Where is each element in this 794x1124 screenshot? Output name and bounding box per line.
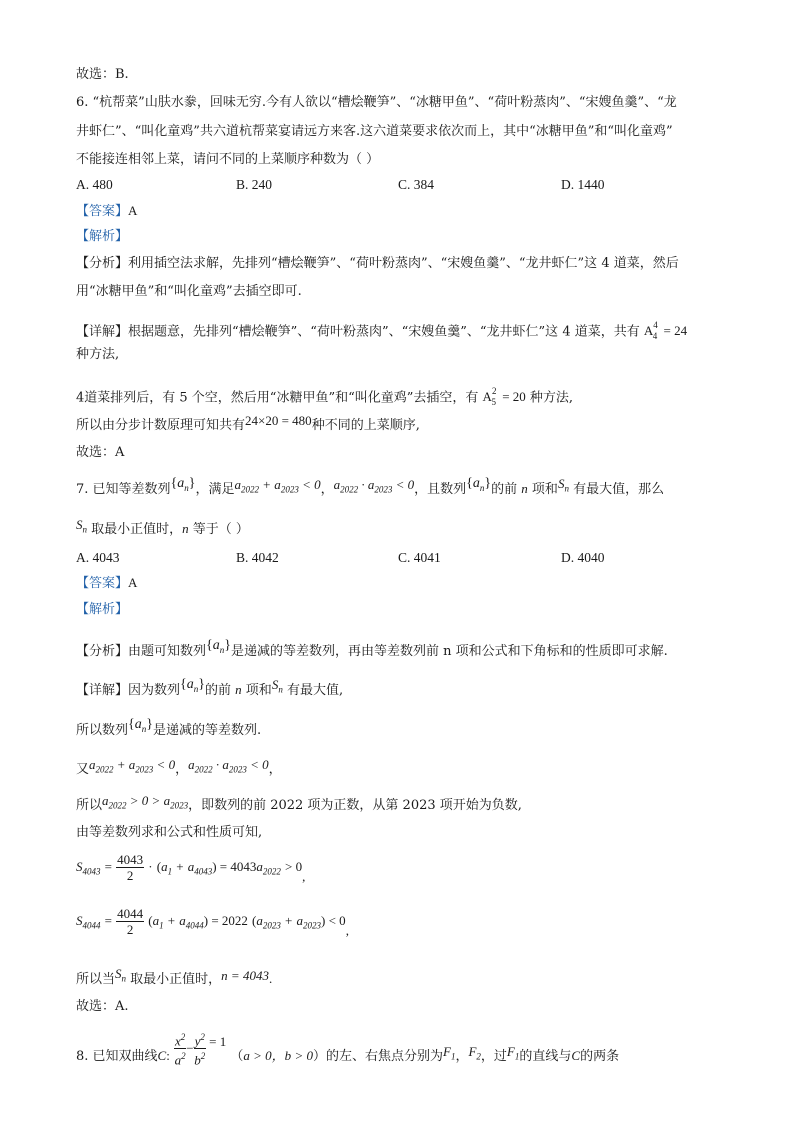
q7-option-a: A. 4043 [76,550,120,565]
q7-answer [76,574,137,593]
q7-xiangjie-line8: 所以当$S_n$ 取最小正值时，n = 4043. [76,966,273,987]
s4043-frac-den: 2 [126,868,134,883]
formula-sum-lt0-2: $a_{2022} + a_{2023} < 0$ [89,757,176,775]
q6-xiangjie-line4 [76,413,420,435]
q7-stem-line1: 7. 已知等差数列$\{a_n\}$，满足$a_{2022} + a_{2023} < 0$，$a_{2022} \cdot a_{2023} < 0$，且数列$\{a_n\}$的前 n 项和$S_n$ 有最大值，那么 [76,476,665,497]
q6-option-d: D. 1440 [561,177,605,192]
colon: : [166,1048,170,1064]
formula-seq-an-4: $\{a_n\}$ [180,677,205,694]
q8-stem-e: 的直线与 [519,1049,572,1065]
q8-stem-b: （ [230,1049,244,1065]
q7-xiangjie-line1: 【详解】因为数列$\{a_n\}$的前 n 项和$S_n$ 有最大值, [76,677,344,698]
formula-ab-positive: a > 0，b > 0 [243,1048,313,1064]
q8-stem-c: ）的左、右焦点分别为 [312,1049,443,1065]
formula-s4043: $S_{4043}$ = $\frac{4043}{2}$ · $(a_1 + a_{4043}) = 4043a_{2022} > 0$, [76,852,306,884]
prev-answer: 故选：B. [76,67,129,82]
q7-stem-f: 项和 [531,482,558,497]
formula-y2b2: $\frac{y^2}{b^2}$ [194,1032,206,1068]
xiangjie-text-4a: 所以由分步计数原理可知共有 [76,418,246,433]
formula-sn-3: $S_n$ [271,677,283,695]
xj1-a: 因为数列 [128,683,181,698]
xj4-a: 所以 [76,798,103,813]
fenxi-text-b: 是递减的等差数列，再由等差数列前 n 项和公式和下角标和的性质即可求解. [231,644,668,659]
analysis-tag: 【解析】 [76,229,129,244]
xj3-a: 又 [76,762,90,777]
formula-a52: $A^2_5 = 20$ [482,386,526,408]
formula-f2: $F_2$ [468,1044,481,1062]
q6-fenxi-line1 [76,255,679,273]
xj4-b: ，即数列的前 2022 项为正数，从第 2023 项开始为负数, [188,798,522,813]
xj8-b: 取最小正值时， [130,972,222,987]
q8-stem-f: 的两条 [580,1049,620,1065]
xj1-b: 的前 [205,683,232,698]
formula-seq-an-2: $\{a_n\}$ [466,476,492,493]
q6-answer [76,202,137,221]
q6-final: 故选：A [76,445,125,460]
xiangjie-text-1: 根据题意，先排列“槽烩鞭笋”、“荷叶粉蒸肉”、“宋嫂鱼羹”、“龙井虾仁”这 4 道菜，共有 [128,324,640,340]
xj3-b: ， [175,762,189,777]
q7-final: 故选：A. [76,999,129,1014]
fenxi-text-a: 由题可知数列 [128,644,207,659]
formula-f1: $F_1$ [442,1044,456,1062]
formula-sum-lt0: $a_{2022} + a_{2023} < 0$ [234,477,321,495]
formula-seq-an: $\{a_n\}$ [170,476,196,493]
formula-s4044: $S_{4044}$ = $\frac{4044}{2}$ $(a_1 + a_{4044}) = 2022$ $(a_{2023} + a_{2023}) < 0$, [76,906,349,938]
formula-c-2: C [571,1048,581,1064]
q7-xiangjie-line3 [76,757,282,783]
q7-stem-d: ，且数列 [414,482,467,497]
answer-tag: 【答案】 [76,204,129,219]
q6-stem-line3: 不能接连相邻上菜，请问不同的上菜顺序种数为（ ） [76,152,380,167]
formula-c: C [157,1048,167,1064]
xiangjie-text-4b: 种不同的上菜顺序, [311,418,420,433]
q7-xiangjie-line4 [76,793,522,819]
formula-seq-an-5: $\{a_n\}$ [128,717,153,734]
q8-stem-a: 8. 已知双曲线 [76,1049,158,1065]
formula-sn-2: $S_n$ [76,517,87,535]
xiangjie-tag: 【详解】 [76,683,129,698]
s4043-frac-num: 4043 [117,852,144,867]
q6-xiangjie-line3 [76,384,573,407]
fenxi-tag: 【分析】 [76,256,129,271]
answer-value: A [128,575,138,590]
xiangjie-text-3b: 种方法, [529,390,574,406]
s4044-frac-den: 2 [126,922,134,937]
q6-stem-line2: 井虾仁”、“叫化童鸡”共六道杭帮菜宴请远方来客.这六道菜要求依次而上，其中“冰糖甲鱼”和“叫化童鸡” [76,124,673,139]
answer-value: A [128,203,138,218]
q6-option-a: A. 480 [76,177,113,192]
q7-stem-line2: $S_n$ 取最小正值时，n 等于（ ） [76,517,249,537]
formula-prod-lt0-2: $a_{2022} \cdot a_{2023} < 0$ [188,757,269,775]
q7-stem-b: ，满足 [195,482,235,497]
answer-tag: 【答案】 [76,576,129,591]
formula-order: $a_{2022} > 0 > a_{2023}$ [102,793,189,811]
q7-xiangjie-line2 [76,717,262,744]
q8-stem-line1: 8. 已知双曲线C: $\frac{x^2}{a^2}$ − $\frac{y^2}{b^2}$ = 1 （a > 0，b > 0）的左、右焦点分别为$F_1$，$F_2$，过$F_1$的直线与C的两条 [76,1032,620,1068]
xj2-b: 是递减的等差数列. [152,723,262,738]
xiangjie-text-3a: 4道菜排列后，有 5 个空，然后用“冰糖甲鱼”和“叫化童鸡”去插空，有 [76,390,479,406]
q7-jiexi-tag [76,601,128,619]
q7-stem-a: 7. 已知等差数列 [76,482,171,497]
formula-a44: $A^4_4 = 24$ [643,320,688,342]
fenxi-text-1: 利用插空法求解，先排列“槽烩鞭笋”、“荷叶粉蒸肉”、“宋嫂鱼羹”、“龙井虾仁”这 4 道菜，然后 [128,256,679,271]
q7-option-b: B. 4042 [236,550,279,565]
xj3-c: ， [268,762,282,777]
q6-option-c: C. 384 [398,177,435,192]
q7-stem-g: 有最大值，那么 [573,482,665,497]
q6-xiangjie-line2: 种方法, [76,347,120,362]
q6-jiexi-tag [76,228,128,246]
formula-sn: $S_n$ [557,476,569,494]
formula-n-4043: n = 4043 [221,968,269,983]
xj2-a: 所以数列 [76,723,129,738]
q8-stem-d: ，过 [480,1049,507,1065]
xiangjie-tag: 【详解】 [76,324,129,340]
q6-xiangjie-line1 [76,318,687,341]
q7-stem-e: 的前 [491,482,518,497]
q6-option-b: B. 240 [236,177,273,192]
q7-stem2-b: 等于（ ） [192,522,249,537]
formula-sn-4: $S_n$ [115,966,127,984]
q7-option-c: C. 4041 [398,550,441,565]
formula-prod-lt0: $a_{2022} \cdot a_{2023} < 0$ [333,477,415,495]
xj1-d: 有最大值, [286,683,344,698]
formula-product: 24×20 = 480 [245,413,312,428]
formula-f1-2: $F_1$ [506,1044,520,1062]
q6-fenxi-line2: 用“冰糖甲鱼”和“叫化童鸡”去插空即可. [76,284,302,299]
q7-stem2-a: 取最小正值时， [91,522,183,537]
q7-xiangjie-line5: 由等差数列求和公式和性质可知, [76,825,263,840]
q7-option-d: D. 4040 [561,550,605,565]
fenxi-tag: 【分析】 [76,644,129,659]
xj8-a: 所以当 [76,972,116,987]
formula-x2a2: $\frac{x^2}{a^2}$ [174,1032,186,1068]
analysis-tag: 【解析】 [76,602,129,617]
formula-seq-an-3: $\{a_n\}$ [206,638,231,655]
q7-fenxi [76,638,668,665]
s4044-frac-num: 4044 [117,906,144,921]
q7-stem-c: ， [320,482,334,497]
xj1-c: 项和 [245,683,272,698]
q6-stem-line1: 6. “杭帮菜”山肤水豢，回味无穷.今有人欲以“槽烩鞭笋”、“冰糖甲鱼”、“荷叶粉蒸肉”、“宋嫂鱼羹”、“龙 [76,95,677,110]
